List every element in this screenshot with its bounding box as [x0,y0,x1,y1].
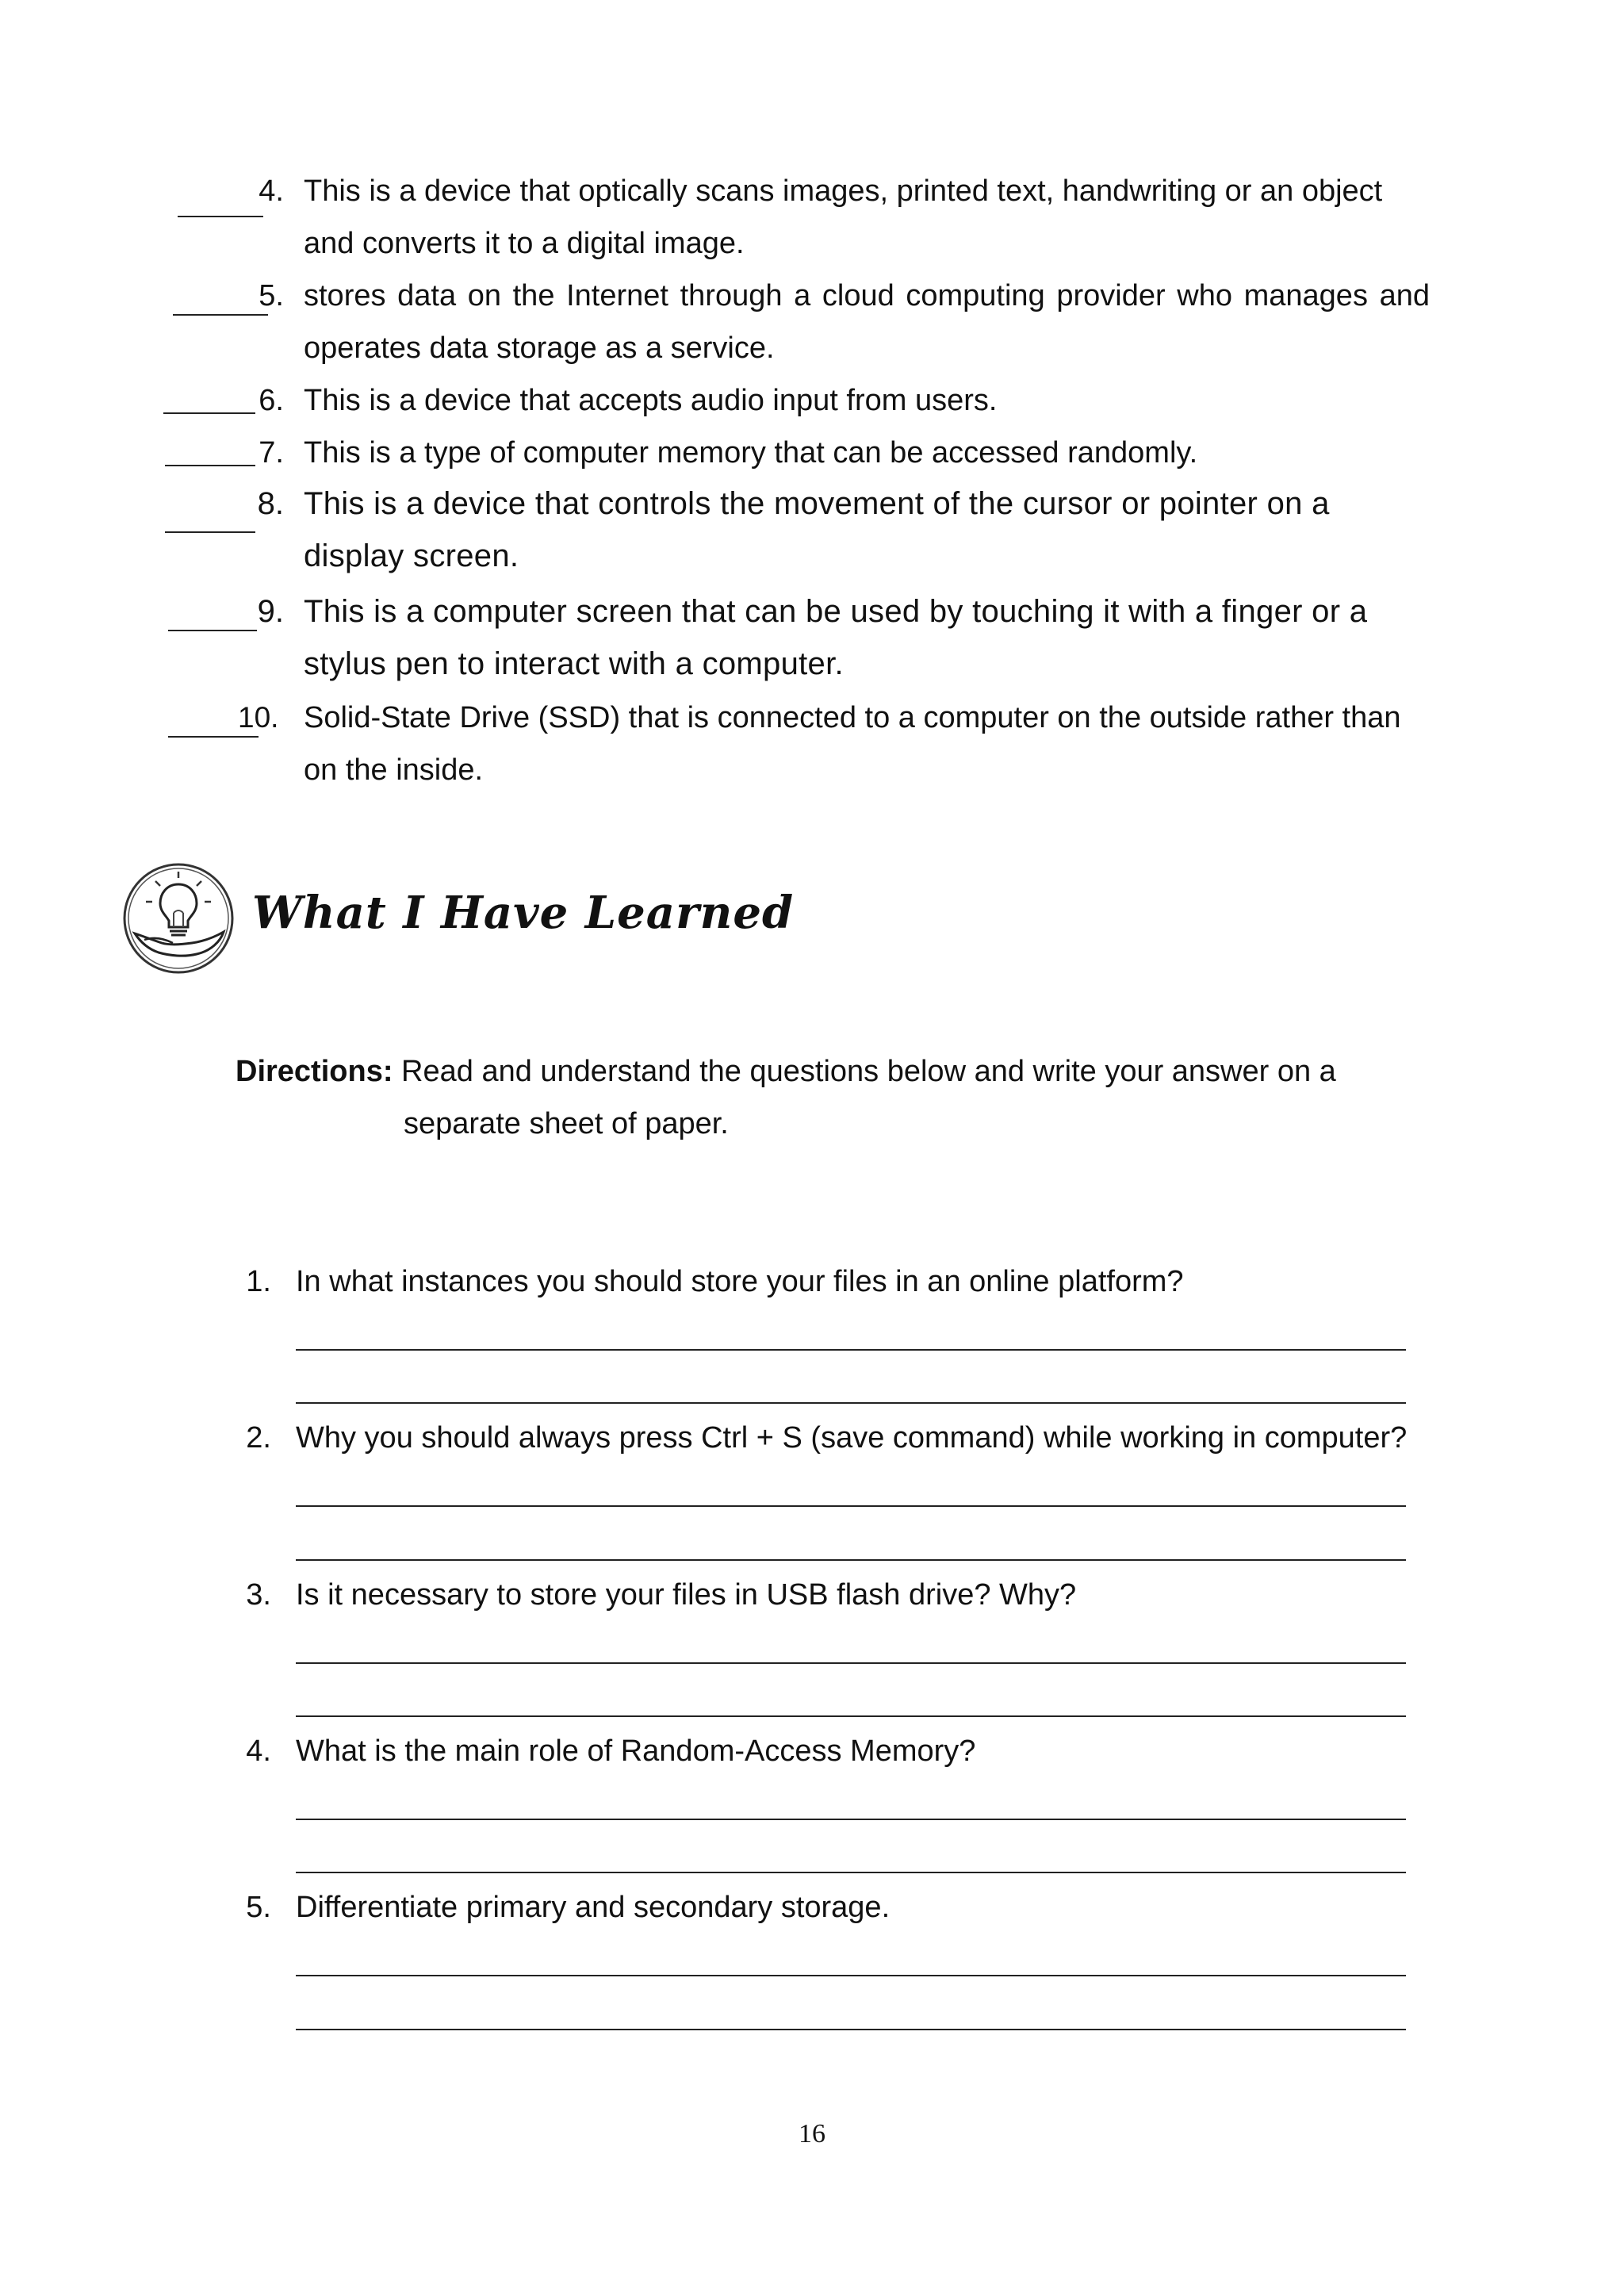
item-text-line: This is a device that controls the movement of the cursor or pointer on a [304,486,1330,521]
item-number: 7. [259,436,284,470]
answer-line[interactable] [296,1715,1406,1717]
item-text-line: stores data on the Internet through a cloud computing provider who manages and [304,279,1430,312]
answer-line[interactable] [296,1559,1406,1561]
question-number: 3. [246,1578,271,1612]
item-number: 9. [257,594,284,629]
question-text: What is the main role of Random-Access Memory? [296,1734,976,1768]
item-text-line: Solid-State Drive (SSD) that is connected to a computer on the outside rather than [304,701,1401,734]
item-number: 10. [238,701,279,734]
answer-line[interactable] [296,1349,1406,1351]
lightbulb-in-hand-icon [121,861,236,976]
answer-line[interactable] [296,2029,1406,2030]
item-number: 5. [259,279,284,312]
section-title: What I Have Learned [252,887,795,939]
directions-text-line2: separate sheet of paper. [404,1107,729,1140]
answer-line[interactable] [296,1975,1406,1976]
item-number: 8. [257,486,284,521]
answer-line[interactable] [296,1872,1406,1873]
answer-line[interactable] [296,1819,1406,1820]
item-text-line: and converts it to a digital image. [304,227,745,260]
item-text-line: This is a device that optically scans images, printed text, handwriting or an object [304,174,1383,208]
item-text-line: on the inside. [304,753,484,787]
item-text-line: operates data storage as a service. [304,332,775,365]
directions-text-line1: Read and understand the questions below and write your answer on a [401,1055,1336,1088]
question-number: 1. [246,1265,271,1298]
question-text: Is it necessary to store your files in USB flash drive? Why? [296,1578,1077,1612]
item-number: 6. [259,384,284,417]
question-text: In what instances you should store your files in an online platform? [296,1265,1184,1298]
item-text-line: This is a computer screen that can be used by touching it with a finger or a [304,594,1368,629]
question-number: 2. [246,1421,271,1455]
page-number: 16 [799,2119,825,2148]
question-text: Differentiate primary and secondary storage. [296,1891,891,1924]
item-text-line: stylus pen to interact with a computer. [304,646,844,681]
item-number: 4. [259,174,284,208]
answer-line[interactable] [296,1505,1406,1507]
item-text-line: display screen. [304,539,519,573]
question-number: 4. [246,1734,271,1768]
item-text-line: This is a device that accepts audio input from users. [304,384,998,417]
question-number: 5. [246,1891,271,1924]
directions-label: Directions: [236,1055,393,1088]
question-text: Why you should always press Ctrl + S (save command) while working in computer? [296,1421,1408,1455]
answer-line[interactable] [296,1402,1406,1404]
item-text-line: This is a type of computer memory that can be accessed randomly. [304,436,1198,470]
directions [236,1045,1425,1150]
answer-line[interactable] [296,1662,1406,1664]
answer-blank-8[interactable] [165,531,255,533]
